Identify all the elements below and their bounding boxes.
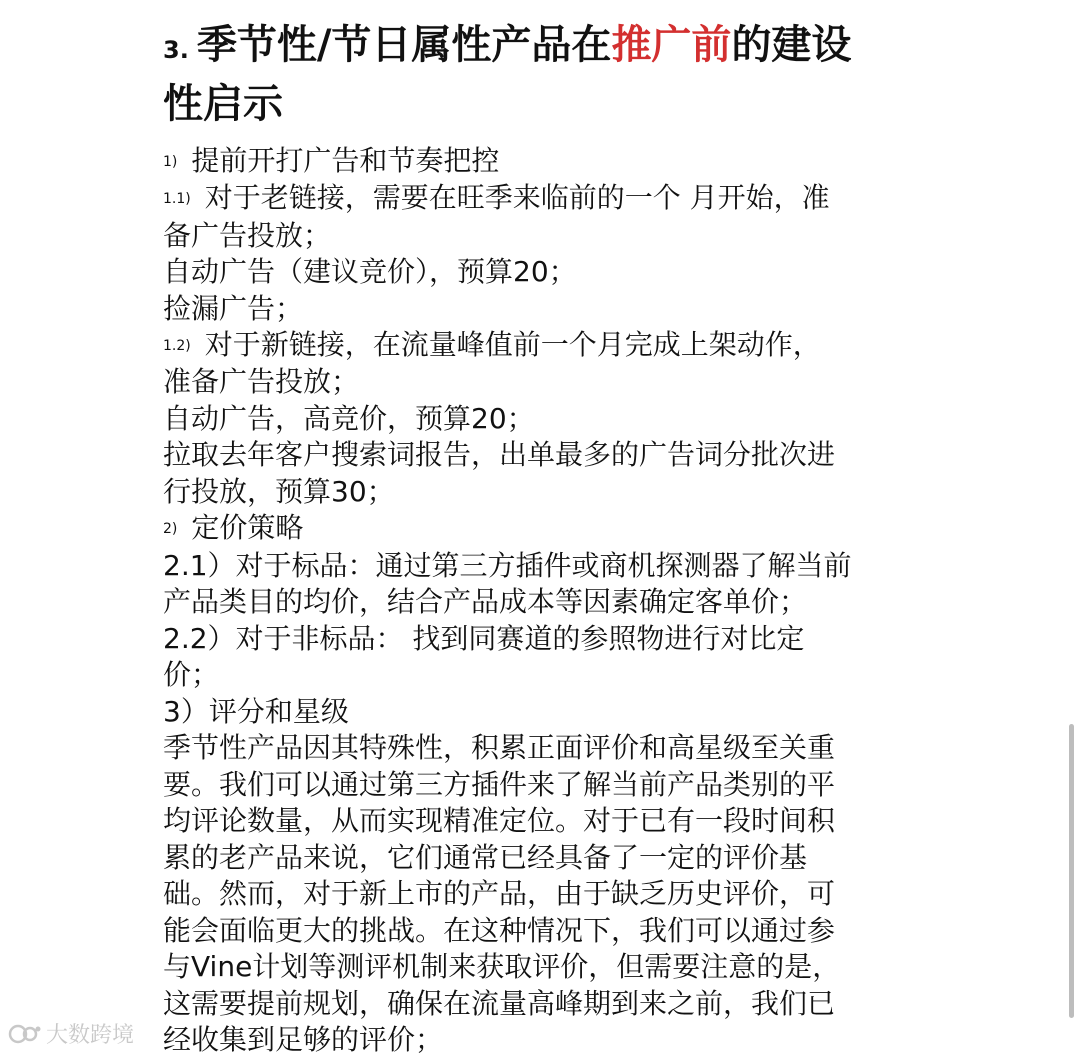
- heading-2-text: 定价策略: [191, 511, 304, 545]
- para-3-line-8: 这需要提前规划，确保在流量高峰期到来之前，我们已: [163, 986, 836, 1020]
- para-1-1-line-3: 自动广告（建议竞价），预算20；: [163, 255, 577, 288]
- para-1-1-line-1: [163, 180, 923, 217]
- para-1-2-number: 1.2): [163, 337, 191, 354]
- para-3-line-6: 能会面临更大的挑战。在这种情况下，我们可以通过参: [163, 913, 836, 947]
- para-1-1-text: 对于老链接，需要在旺季来临前的一个 月开始，准: [204, 181, 830, 215]
- para-1-2-line-2: 准备广告投放；: [163, 365, 360, 399]
- para-1-1-line-2: 备广告投放；: [163, 218, 332, 252]
- title-part-2: 的建设: [731, 22, 852, 68]
- para-2-2-line-1: 2.2）对于非标品： 找到同赛道的参照物进行对比定: [163, 621, 805, 655]
- para-2-2-line-2: 价；: [163, 658, 220, 691]
- para-2-1-line-1: 2.1）对于标品：通过第三方插件或商机探测器了解当前: [163, 548, 852, 582]
- vertical-scrollbar[interactable]: [1069, 724, 1074, 1018]
- heading-1: [163, 143, 923, 180]
- para-1-2-line-4: 拉取去年客户搜索词报告，出单最多的广告词分批次进: [163, 438, 836, 472]
- para-3-line-3: 均评论数量，从而实现精准定位。对于已有一段时间积: [163, 804, 836, 837]
- para-1-1-line-4: 捡漏广告；: [163, 291, 304, 325]
- title-line-2: 性启示: [163, 81, 283, 127]
- article-body: [163, 143, 923, 1059]
- para-1-2-line-3: 自动广告，高竞价，预算20；: [163, 401, 535, 435]
- heading-1-text: 提前开打广告和节奏把控: [191, 144, 500, 177]
- para-1-1-number: 1.1): [163, 191, 191, 207]
- watermark-text: 大数跨境: [46, 1023, 135, 1048]
- brand-logo-icon: [8, 1019, 42, 1049]
- para-3-line-7: 与Vine计划等测评机制来获取评价，但需要注意的是，: [163, 950, 841, 983]
- article-title: [163, 18, 943, 131]
- para-3-line-5: 础。然而，对于新上市的产品，由于缺乏历史评价，可: [163, 877, 836, 910]
- para-1-2-line-5: 行投放，预算30；: [163, 474, 395, 508]
- para-2-1-line-2: 产品类目的均价，结合产品成本等因素确定客单价；: [163, 585, 808, 618]
- para-3-line-4: 累的老产品来说，它们通常已经具备了一定的评价基: [163, 840, 808, 874]
- heading-2: [163, 510, 923, 547]
- title-part-1: 季节性/节日属性产品在: [196, 22, 612, 68]
- heading-3: 3）评分和星级: [163, 694, 349, 728]
- para-3-line-2: 要。我们可以通过第三方插件来了解当前产品类别的平: [163, 767, 836, 801]
- para-1-2-text: 对于新链接，在流量峰值前一个月完成上架动作，: [204, 328, 821, 361]
- watermark: [8, 1018, 134, 1049]
- para-3-line-1: 季节性产品因其特殊性，积累正面评价和高星级至关重: [163, 731, 836, 764]
- title-number: 3.: [163, 36, 189, 64]
- para-1-2-line-1: [163, 327, 923, 364]
- heading-2-number: 2): [163, 521, 178, 537]
- title-highlight: 推广前: [611, 22, 732, 68]
- heading-1-number: 1): [163, 153, 178, 170]
- para-3-line-9: 经收集到足够的评价；: [163, 1023, 444, 1056]
